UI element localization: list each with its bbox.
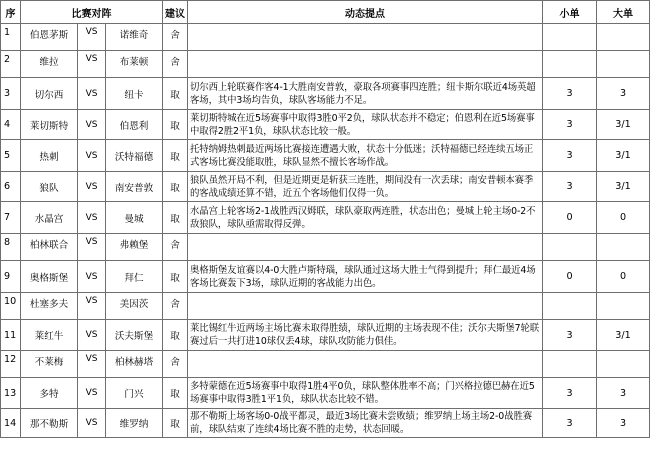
home-team: 奥格斯堡: [21, 261, 78, 293]
table-row: [1, 409, 650, 438]
row-index: 7: [1, 202, 21, 234]
table-row: [1, 202, 650, 234]
dynamics-text: [188, 234, 543, 261]
vs-label: VS: [78, 110, 106, 140]
big-bet: [597, 293, 650, 320]
row-index: 6: [1, 172, 21, 202]
vs-label: VS: [78, 409, 106, 438]
big-bet: 3: [597, 409, 650, 438]
away-team: 门兴: [106, 378, 163, 409]
recommendation: 舍: [163, 293, 188, 320]
home-team: 伯恩茅斯: [21, 24, 78, 51]
away-team: 曼城: [106, 202, 163, 234]
vs-label: VS: [78, 172, 106, 202]
small-bet: [543, 293, 597, 320]
table-row: [1, 78, 650, 110]
header-row: [1, 1, 650, 24]
small-bet: 3: [543, 409, 597, 438]
dynamics-text: 奥格斯堡友谊赛以4-0大胜卢斯特瑙，球队通过这场大胜士气得到提升；拜仁最近4场客场比赛轰下3场，球队近期的客战能力出色。: [188, 261, 543, 293]
dynamics-text: 多特蒙德在近5场赛事中取得1胜4平0负，球队整体胜率不高；门兴格拉德巴赫在近5场赛事中取得3胜1平1负，球队状态比较不错。: [188, 378, 543, 409]
vs-label: VS: [78, 140, 106, 172]
away-team: 拜仁: [106, 261, 163, 293]
row-index: 8: [1, 234, 21, 261]
away-team: 沃特福德: [106, 140, 163, 172]
dynamics-text: [188, 51, 543, 78]
header-big: 大单: [597, 1, 650, 24]
row-index: 4: [1, 110, 21, 140]
big-bet: 0: [597, 261, 650, 293]
vs-label: VS: [78, 351, 106, 378]
vs-label: VS: [78, 78, 106, 110]
row-index: 3: [1, 78, 21, 110]
dynamics-text: 那不勒斯上场客场0-0战平都灵，最近3场比赛未尝败绩；维罗纳上场主场2-0战胜赛前，球队结束了连续4场比赛不胜的走势，状态回暖。: [188, 409, 543, 438]
big-bet: [597, 51, 650, 78]
table-row: [1, 51, 650, 78]
table-row: [1, 351, 650, 378]
home-team: 狼队: [21, 172, 78, 202]
recommendation: 取: [163, 320, 188, 351]
vs-label: VS: [78, 51, 106, 78]
away-team: 维罗纳: [106, 409, 163, 438]
recommendation: 取: [163, 172, 188, 202]
row-index: 1: [1, 24, 21, 51]
header-recommend: 建议: [163, 1, 188, 24]
row-index: 14: [1, 409, 21, 438]
away-team: 纽卡: [106, 78, 163, 110]
small-bet: 3: [543, 172, 597, 202]
dynamics-text: 莱比锡红牛近两场主场比赛未取得胜绩，球队近期的主场表现不佳；沃尔夫斯堡7轮联赛过后一共打进10球仅丢4球，球队攻防能力俱佳。: [188, 320, 543, 351]
recommendation: 取: [163, 78, 188, 110]
big-bet: 0: [597, 202, 650, 234]
header-dynamics: 动态提点: [188, 1, 543, 24]
big-bet: 3/1: [597, 140, 650, 172]
vs-label: VS: [78, 24, 106, 51]
header-small: 小单: [543, 1, 597, 24]
home-team: 莱切斯特: [21, 110, 78, 140]
vs-label: VS: [78, 202, 106, 234]
small-bet: 3: [543, 110, 597, 140]
table-row: [1, 261, 650, 293]
vs-label: VS: [78, 378, 106, 409]
dynamics-text: 切尔西上轮联赛作客4-1大胜南安普敦，豪取各项赛事四连胜；纽卡斯尔联近4场英超客场，其中3场均告负，球队客场能力不足。: [188, 78, 543, 110]
away-team: 南安普敦: [106, 172, 163, 202]
vs-label: VS: [78, 261, 106, 293]
small-bet: [543, 51, 597, 78]
away-team: 诺维奇: [106, 24, 163, 51]
dynamics-text: [188, 351, 543, 378]
table-row: [1, 24, 650, 51]
small-bet: 3: [543, 378, 597, 409]
home-team: 杜塞多夫: [21, 293, 78, 320]
recommendation: 取: [163, 261, 188, 293]
home-team: 莱红牛: [21, 320, 78, 351]
vs-label: VS: [78, 293, 106, 320]
away-team: 沃夫斯堡: [106, 320, 163, 351]
row-index: 10: [1, 293, 21, 320]
row-index: 12: [1, 351, 21, 378]
row-index: 2: [1, 51, 21, 78]
vs-label: VS: [78, 320, 106, 351]
row-index: 5: [1, 140, 21, 172]
table-row: [1, 110, 650, 140]
big-bet: [597, 234, 650, 261]
small-bet: 0: [543, 261, 597, 293]
small-bet: [543, 24, 597, 51]
away-team: 布莱顿: [106, 51, 163, 78]
away-team: 伯恩利: [106, 110, 163, 140]
home-team: 那不勒斯: [21, 409, 78, 438]
small-bet: [543, 234, 597, 261]
big-bet: [597, 351, 650, 378]
away-team: 美因茨: [106, 293, 163, 320]
home-team: 多特: [21, 378, 78, 409]
small-bet: 3: [543, 78, 597, 110]
dynamics-text: [188, 24, 543, 51]
small-bet: [543, 351, 597, 378]
table-row: [1, 378, 650, 409]
header-idx: 序: [1, 1, 21, 24]
home-team: 不莱梅: [21, 351, 78, 378]
home-team: 切尔西: [21, 78, 78, 110]
recommendation: 取: [163, 378, 188, 409]
big-bet: 3/1: [597, 320, 650, 351]
home-team: 热刺: [21, 140, 78, 172]
dynamics-text: 托特纳姆热刺最近两场比赛接连遭遇大败，状态十分低迷；沃特福德已经连续五场正式客场比赛没能取胜，球队显然不擅长客场作战。: [188, 140, 543, 172]
recommendation: 取: [163, 110, 188, 140]
small-bet: 3: [543, 140, 597, 172]
dynamics-text: 水晶宫上轮客场2-1战胜西汉姆联，球队豪取两连胜，状态出色；曼城上轮主场0-2不敌狼队，球队亟需取得反弹。: [188, 202, 543, 234]
recommendation: 取: [163, 202, 188, 234]
recommendation: 舍: [163, 351, 188, 378]
row-index: 9: [1, 261, 21, 293]
home-team: 柏林联合: [21, 234, 78, 261]
dynamics-text: [188, 293, 543, 320]
vs-label: VS: [78, 234, 106, 261]
away-team: 弗赖堡: [106, 234, 163, 261]
dynamics-text: 莱切斯特城在近5场赛事中取得3胜0平2负，球队状态并不稳定；伯恩利在近5场赛事中取得2胜2平1负，球队状态比较一般。: [188, 110, 543, 140]
small-bet: 0: [543, 202, 597, 234]
row-index: 11: [1, 320, 21, 351]
header-match: 比赛对阵: [21, 1, 163, 24]
big-bet: 3/1: [597, 110, 650, 140]
table-row: [1, 140, 650, 172]
recommendation: 舍: [163, 24, 188, 51]
recommendation: 取: [163, 409, 188, 438]
small-bet: 3: [543, 320, 597, 351]
big-bet: [597, 24, 650, 51]
table-row: [1, 320, 650, 351]
recommendation: 取: [163, 140, 188, 172]
home-team: 维拉: [21, 51, 78, 78]
away-team: 柏林赫塔: [106, 351, 163, 378]
table-row: [1, 234, 650, 261]
table-row: [1, 172, 650, 202]
table-row: [1, 293, 650, 320]
home-team: 水晶宫: [21, 202, 78, 234]
recommendation: 舍: [163, 234, 188, 261]
dynamics-text: 狼队虽然开局不利，但是近期更是斩获三连胜，期间没有一次丢球；南安普顿本赛季的客战成绩还算不错，近五个客场他们仅得一负。: [188, 172, 543, 202]
big-bet: 3/1: [597, 172, 650, 202]
big-bet: 3: [597, 78, 650, 110]
big-bet: 3: [597, 378, 650, 409]
recommendation: 舍: [163, 51, 188, 78]
row-index: 13: [1, 378, 21, 409]
table-body: [1, 24, 650, 438]
